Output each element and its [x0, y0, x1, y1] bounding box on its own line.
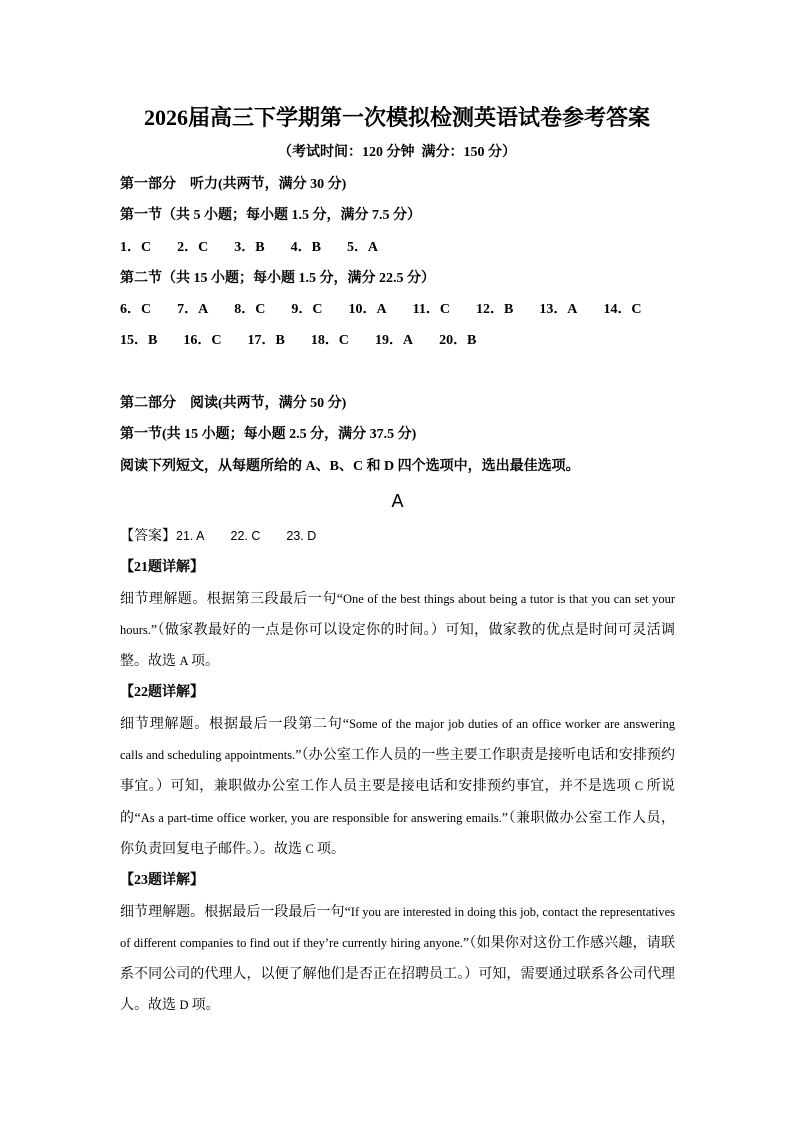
- explanation-text-21: 细节理解题。根据第三段最后一句“One of the best things about being a tutor is that you can set your hours.”（做家教最好的一点是你可以设定你的时间。）可知，做家教的优点是时间可灵活调整。故选 A 项。: [120, 591, 675, 670]
- part1-heading: 第一部分 听力(共两节，满分 30 分): [120, 177, 347, 192]
- answer-item: 21. A: [176, 528, 205, 543]
- answer-item: 22. C: [230, 528, 261, 543]
- answer-item: 3．B: [234, 239, 265, 255]
- part1-section1-heading: 第一节（共 5 小题；每小题 1.5 分，满分 7.5 分）: [120, 208, 421, 224]
- answer-item: 17．B: [247, 333, 285, 349]
- answer-item: 1．C: [120, 239, 152, 255]
- answer-item: 7．A: [177, 302, 209, 318]
- answer-item: 15．B: [120, 333, 158, 349]
- answer-item: 5．A: [346, 239, 379, 255]
- passage-answers: [176, 529, 342, 544]
- answer-label: 【答案】: [120, 528, 176, 544]
- answer-item: 11．C: [412, 302, 450, 318]
- answer-item: 23. D: [286, 528, 317, 543]
- answer-key-body: [120, 169, 675, 1022]
- answer-item: 9．C: [291, 302, 323, 318]
- answer-item: 4．B: [290, 239, 321, 255]
- explanation-text-22: 细节理解题。根据最后一段第二句“Some of the major job duties of an office worker are answering calls and scheduling appointments.”（办公室工作人员的一些主要工作职责是接听电话和安排预约事宜。）可知，兼职做办公室工作人员主要是接电话和安排预约事宜，并不是选项 C 所说的“As a part-time office worker, you are responsible for answering emails.”（兼职做办公室工作人员，你负责回复电子邮件。）。故选 C 项。: [120, 716, 676, 857]
- part1-section1-answers: [120, 232, 675, 263]
- document-title: 2026届高三下学期第一次模拟检测英语试卷参考答案: [143, 105, 650, 130]
- passage-label: A: [391, 490, 404, 511]
- part2-heading: 第二部分 阅读(共两节，满分 50 分): [120, 396, 347, 412]
- answer-item: 19．A: [374, 333, 414, 349]
- passage-answer-line: [120, 521, 675, 552]
- reading-instruction: 阅读下列短文，从每题所给的 A、B、C 和 D 四个选项中，选出最佳选项。: [120, 458, 580, 474]
- answer-item: 12．B: [475, 302, 514, 318]
- part1-section2-answers-row1: [120, 294, 675, 325]
- part1-section2-answers-row2: [120, 325, 675, 356]
- answer-item: 6．C: [120, 302, 152, 318]
- answer-item: 14．C: [603, 302, 642, 318]
- explanation-heading-23: 【23题详解】: [120, 873, 204, 889]
- answer-item: 20．B: [439, 333, 477, 349]
- answer-item: 8．C: [234, 302, 266, 318]
- exam-info: （考试时间：120 分钟 满分：150 分）: [278, 145, 516, 160]
- answer-item: 13．A: [539, 302, 578, 318]
- explanation-heading-22: 【22题详解】: [120, 685, 204, 701]
- part1-section2-heading: 第二节（共 15 小题；每小题 1.5 分，满分 22.5 分）: [120, 270, 435, 286]
- part2-section1-heading: 第一节(共 15 小题；每小题 2.5 分，满分 37.5 分): [120, 427, 417, 443]
- answer-item: 18．C: [310, 333, 349, 349]
- answer-item: 16．C: [183, 333, 222, 349]
- answer-item: 2．C: [177, 239, 209, 255]
- explanation-text-23: 细节理解题。根据最后一段最后一句“If you are interested in doing this job, contact the representatives of different companies to find out if they’re currently hiring anyone.”（如果你对这份工作感兴趣，请联系不同公司的代理人，以便了解他们是否正在招聘员工。）可知，需要通过联系各公司代理人。故选 D 项。: [120, 904, 675, 1014]
- explanation-heading-21: 【21题详解】: [120, 560, 204, 576]
- answer-item: 10．A: [348, 302, 387, 318]
- spacer: [120, 357, 675, 388]
